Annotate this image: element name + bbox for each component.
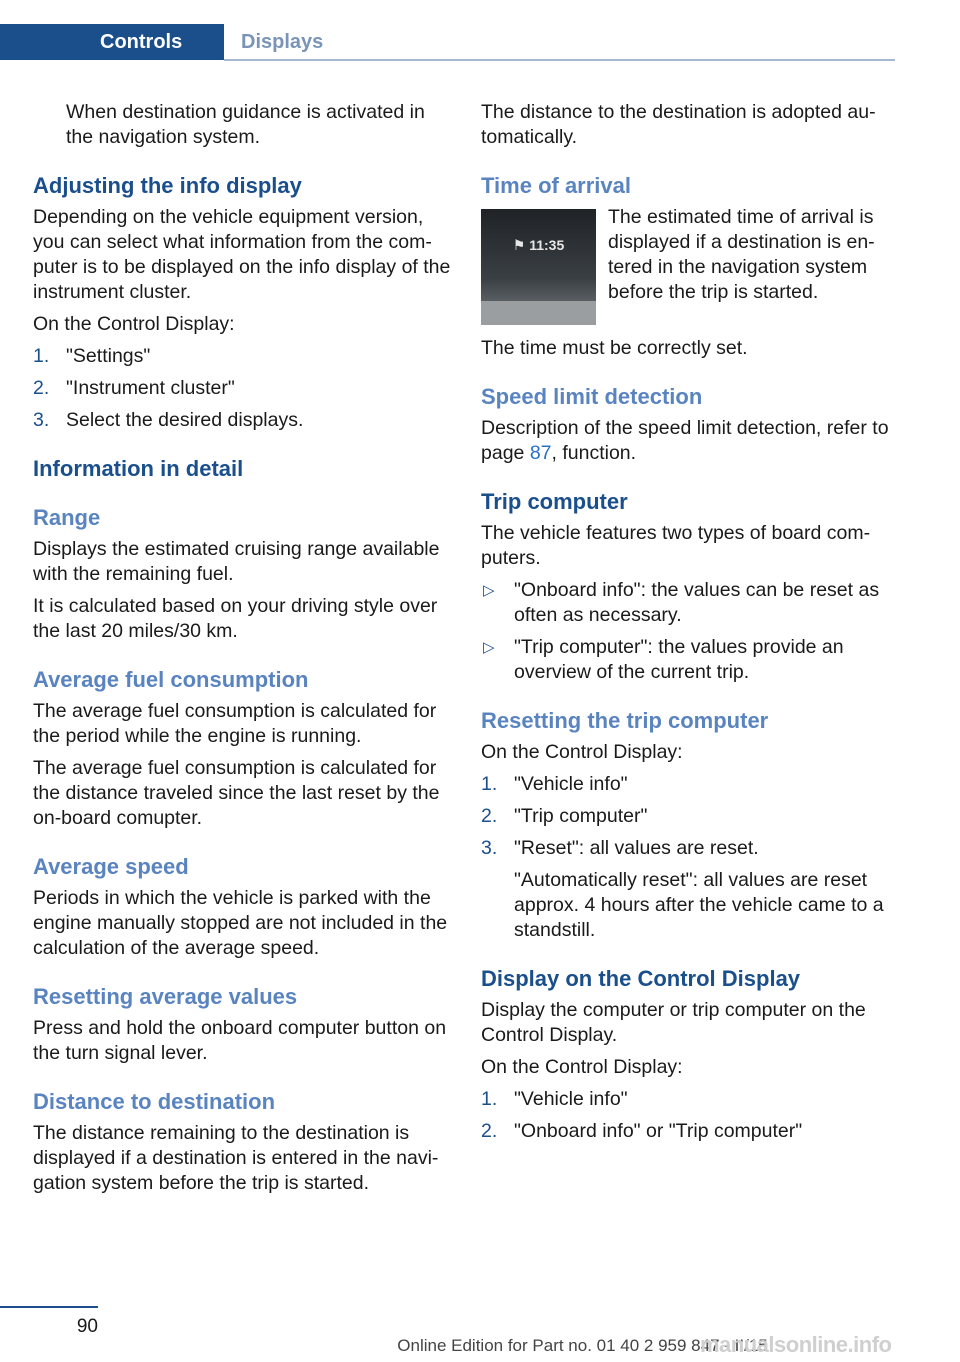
tab-displays[interactable] bbox=[224, 24, 344, 60]
intro-text: The distance to the destination is adopted au‐tomatically. bbox=[481, 101, 876, 148]
arrival-time: 11:35 bbox=[529, 237, 565, 253]
list-number: 1. bbox=[481, 773, 498, 795]
list-number: 2. bbox=[481, 805, 498, 827]
triangle-bullet-icon: ▷ bbox=[483, 639, 495, 656]
list-item-text: "Instrument cluster" bbox=[66, 377, 235, 399]
list-item bbox=[481, 635, 893, 685]
left-column bbox=[33, 100, 451, 1203]
paragraph: The estimated time of arrival is displayed if a destination is en‐tered in the navigation system before the trip is started. bbox=[608, 206, 875, 303]
list-item-text: "Vehicle info" bbox=[514, 773, 628, 795]
arrival-figure-row bbox=[481, 205, 893, 330]
paragraph: The time must be correctly set. bbox=[481, 337, 748, 359]
heading-distance-to-destination: Distance to destination bbox=[33, 1089, 276, 1114]
page-link-87[interactable]: 87 bbox=[529, 442, 552, 464]
watermark: manualsonline.info bbox=[700, 1332, 892, 1357]
flag-icon: ⚑ bbox=[512, 237, 530, 253]
heading-resetting-average-values: Resetting average values bbox=[33, 984, 298, 1009]
list-item-text: "Vehicle info" bbox=[514, 1088, 628, 1110]
list-item-text: Select the desired displays. bbox=[66, 409, 304, 431]
sub-note: "Automatically reset": all values are reset approx. 4 hours after the vehicle came to a standstill. bbox=[514, 869, 884, 941]
paragraph: Depending on the vehicle equipment version, you can select what information from the com‐puter is to be displayed on the info display of the instrument cluster. bbox=[33, 206, 451, 303]
list-item-text: "Reset": all values are reset. bbox=[514, 837, 759, 859]
paragraph: The average fuel consumption is calculated for the distance traveled since the last reset by the on-board comupter. bbox=[33, 757, 440, 829]
footer-rule bbox=[0, 1306, 98, 1308]
display-bezel bbox=[481, 301, 596, 325]
arrival-time-display-image bbox=[481, 209, 596, 325]
heading-range: Range bbox=[33, 505, 101, 530]
list-item-text: "Settings" bbox=[66, 345, 151, 367]
trip-types-list bbox=[481, 578, 893, 685]
list-item bbox=[33, 376, 451, 401]
heading-adjusting-info-display: Adjusting the info display bbox=[33, 173, 302, 198]
paragraph: Press and hold the onboard computer button on the turn signal lever. bbox=[33, 1017, 447, 1064]
heading-time-of-arrival: Time of arrival bbox=[481, 173, 631, 198]
paragraph bbox=[481, 416, 893, 466]
list-item bbox=[481, 1087, 893, 1112]
list-number: 3. bbox=[481, 837, 498, 859]
paragraph: On the Control Display: bbox=[481, 741, 683, 763]
paragraph: The distance remaining to the destination is displayed if a destination is entered in the navi‐gation system before the trip is started. bbox=[33, 1122, 439, 1194]
edition-text: Online Edition for Part no. 01 40 2 959 847 - II/15 bbox=[397, 1336, 768, 1355]
paragraph: On the Control Display: bbox=[481, 1056, 683, 1078]
list-number: 3. bbox=[33, 409, 50, 431]
list-number: 1. bbox=[481, 1088, 498, 1110]
tab-underline bbox=[224, 59, 895, 61]
list-item bbox=[33, 344, 451, 369]
heading-average-speed: Average speed bbox=[33, 854, 189, 879]
paragraph: The average fuel consumption is calculated for the period while the engine is running. bbox=[33, 700, 437, 747]
heading-trip-computer: Trip computer bbox=[481, 489, 628, 514]
section-tabbar bbox=[0, 24, 895, 62]
list-item bbox=[33, 408, 451, 433]
paragraph: Display the computer or trip computer on the Control Display. bbox=[481, 999, 866, 1046]
list-item-text: "Trip computer": the values provide an overview of the current trip. bbox=[514, 636, 844, 683]
reset-trip-steps-list bbox=[481, 772, 893, 943]
text-fragment: Description of the speed limit detection, refer to page bbox=[481, 417, 889, 464]
heading-display-on-control-display: Display on the Control Display bbox=[481, 966, 801, 991]
arrival-clock-readout bbox=[481, 233, 596, 258]
intro-text: When destination guidance is activated in the navigation system. bbox=[66, 101, 425, 148]
list-item bbox=[481, 1119, 893, 1144]
heading-information-in-detail: Information in detail bbox=[33, 456, 244, 481]
paragraph: The vehicle features two types of board com‐puters. bbox=[481, 522, 871, 569]
tab-controls[interactable] bbox=[0, 24, 224, 60]
paragraph: Periods in which the vehicle is parked with the engine manually stopped are not included in the calculation of the average speed. bbox=[33, 887, 448, 959]
list-item-text: "Onboard info": the values can be reset as often as necessary. bbox=[514, 579, 880, 626]
list-number: 2. bbox=[481, 1120, 498, 1142]
text-fragment: , function. bbox=[551, 442, 637, 464]
display-steps-list bbox=[481, 1087, 893, 1144]
adjust-steps-list bbox=[33, 344, 451, 433]
paragraph: Displays the estimated cruising range available with the remaining fuel. bbox=[33, 538, 440, 585]
list-number: 2. bbox=[33, 377, 50, 399]
tab-displays-label: Displays bbox=[241, 30, 324, 53]
list-number: 1. bbox=[33, 345, 50, 367]
heading-average-fuel-consumption: Average fuel consumption bbox=[33, 667, 309, 692]
list-item bbox=[481, 804, 893, 829]
list-item-text: "Onboard info" or "Trip computer" bbox=[514, 1120, 803, 1142]
paragraph: It is calculated based on your driving style over the last 20 miles/30 km. bbox=[33, 595, 438, 642]
right-column bbox=[481, 100, 893, 1151]
page-number: 90 bbox=[76, 1316, 98, 1337]
paragraph: On the Control Display: bbox=[33, 313, 235, 335]
list-item-text: "Trip computer" bbox=[514, 805, 648, 827]
triangle-bullet-icon: ▷ bbox=[483, 582, 495, 599]
heading-resetting-trip-computer: Resetting the trip computer bbox=[481, 708, 769, 733]
heading-speed-limit-detection: Speed limit detection bbox=[481, 384, 703, 409]
tab-controls-label: Controls bbox=[100, 30, 183, 53]
list-item bbox=[481, 772, 893, 797]
list-item bbox=[481, 578, 893, 628]
list-item bbox=[481, 836, 893, 943]
